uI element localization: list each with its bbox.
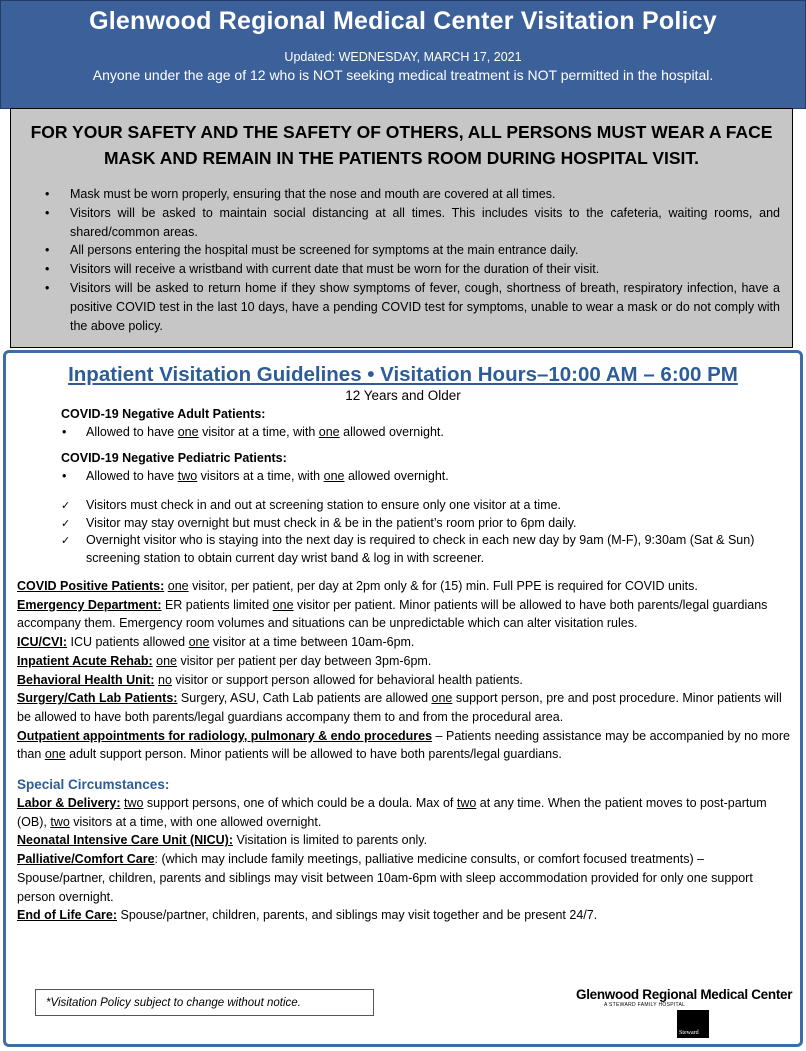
unit-rules [17, 577, 792, 764]
text: support person, pre and post procedure. Minor patients will be allowed to have both parents/legal guardians accompany them to and from the procedural area. [17, 691, 782, 724]
rule-label: Inpatient Acute Rehab: [17, 653, 153, 668]
age-notice: Anyone under the age of 12 who is NOT seeking medical treatment is NOT permitted in the hospital. [92, 67, 714, 83]
text: visitors at a time, with [197, 469, 324, 483]
text: : (which may include family meetings, palliative medicine consults, or comfort focused treatments) – Spouse/partner, children, parents and siblings may visit between 10am-6pm with sleep accommodation provided for only one support person overnight. [17, 852, 753, 904]
logo-tagline: A STEWARD FAMILY HOSPITAL [604, 1002, 686, 1008]
text: adult support person. Minor patients will be allowed to have both parents/legal guardians. [65, 747, 562, 762]
text: visitor at a time between 10am-6pm. [209, 635, 415, 650]
special-circumstances-heading: Special Circumstances: [17, 777, 170, 793]
emphasis: one [177, 425, 199, 439]
emphasis: one [318, 425, 340, 439]
text: allowed overnight. [339, 425, 444, 439]
page-title: Glenwood Regional Medical Center Visitation Policy [89, 7, 717, 35]
outpatient-rule [17, 727, 792, 764]
nicu-rule [17, 831, 792, 850]
emphasis: one [323, 469, 345, 483]
text: visitor, per patient, per day at 2pm only & for (15) min. Full PPE is required for COVID units. [188, 579, 698, 593]
rule-label: End of Life Care: [17, 908, 118, 923]
rule-label: Neonatal Intensive Care Unit (NICU): [17, 833, 234, 848]
surgery-rule [17, 689, 792, 726]
logo-name: Glenwood Regional Medical Center [576, 987, 793, 1002]
inpatient-subtitle: 12 Years and Older [345, 388, 461, 403]
emphasis: one [431, 691, 453, 706]
safety-bullet: • Mask must be worn properly, ensuring that the nose and mouth are covered at all times. [45, 185, 780, 204]
labor-delivery-rule [17, 794, 792, 831]
text: support persons, one of which could be a doula. Max of [143, 796, 457, 811]
checklist-item: ✓ Visitor may stay overnight but must check in & be in the patient’s room prior to 6pm daily. [61, 515, 800, 533]
text: visitor per patient per day between 3pm-6pm. [177, 653, 432, 668]
safety-bullet: • Visitors will be asked to return home if they show symptoms of fever, cough, shortness of breath, respiratory infection, have a positive COVID test in the last 10 days, have a pending COVID test for symptoms, unable to wear a mask or do not comply with the above policy. [45, 279, 780, 335]
covid-positive-rule [17, 577, 792, 596]
rule-label: Labor & Delivery: [17, 796, 121, 811]
header-banner [0, 0, 806, 109]
inpatient-title: Inpatient Visitation Guidelines • Visitation Hours–10:00 AM – 6:00 PM [68, 363, 738, 386]
text: at any time. When the patient moves to post-partum (OB), [17, 796, 767, 829]
safety-bullet: • All persons entering the hospital must be screened for symptoms at the main entrance daily. [45, 241, 780, 260]
pediatric-patients-bullet [61, 469, 800, 483]
safety-list [45, 185, 780, 335]
text: visitors at a time, with one allowed overnight. [69, 814, 322, 829]
steward-mark-label: Steward [679, 1030, 699, 1036]
rule-label: Surgery/Cath Lab Patients: [17, 691, 178, 706]
hospital-logo [576, 987, 792, 1037]
safety-bullet: • Visitors will receive a wristband with current date that must be worn for the duration of their visit. [45, 260, 780, 279]
rule-label: Emergency Department: [17, 597, 162, 612]
emphasis: two [124, 796, 144, 811]
icu-rule [17, 633, 792, 652]
adult-patients-title: COVID-19 Negative Adult Patients: [61, 407, 266, 421]
emergency-rule [17, 596, 792, 633]
text: visitor or support person allowed for behavioral health patients. [171, 672, 523, 687]
text: Allowed to have [86, 425, 178, 439]
policy-notice: *Visitation Policy subject to change without notice. [35, 989, 374, 1016]
palliative-rule [17, 850, 792, 906]
text: ER patients limited [161, 597, 273, 612]
emphasis: one [44, 747, 66, 762]
emphasis: one [167, 579, 189, 593]
checklist [61, 497, 800, 567]
rule-label: Outpatient appointments for radiology, pulmonary & endo procedures [17, 728, 433, 743]
emphasis: two [50, 814, 70, 829]
text: ICU patients allowed [67, 635, 189, 650]
inpatient-guidelines-box [3, 350, 803, 1047]
safety-heading: FOR YOUR SAFETY AND THE SAFETY OF OTHERS, ALL PERSONS MUST WEAR A FACE MASK AND REMAIN IN THE PATIENTS ROOM DURING HOSPITAL VISIT. [30, 122, 773, 168]
pediatric-patients-title: COVID-19 Negative Pediatric Patients: [61, 451, 287, 465]
checklist-item: ✓ Visitors must check in and out at screening station to ensure only one visitor at a time. [61, 497, 800, 515]
steward-mark-icon [677, 1010, 709, 1038]
rule-label: Behavioral Health Unit: [17, 672, 155, 687]
text: visitor at a time, with [198, 425, 319, 439]
checklist-item: ✓ Overnight visitor who is staying into the next day is required to check in each new day by 9am (M-F), 9:30am (Sat & Sun) screening station to obtain current day wrist band & log in with screener. [61, 532, 800, 567]
emphasis: two [456, 796, 477, 811]
behavioral-health-rule [17, 671, 792, 690]
text: Allowed to have [86, 469, 178, 483]
end-of-life-rule [17, 906, 792, 925]
text: allowed overnight. [344, 469, 449, 483]
adult-patients-bullet [61, 425, 800, 439]
text: Visitation is limited to parents only. [233, 833, 428, 848]
text: visitor per patient. Minor patients will be allowed to have both parents/legal guardians accompany them. Emergency room volumes and situations can be unpredictable which can alter visitation rules. [17, 597, 768, 631]
rule-label: Palliative/Comfort Care [17, 852, 155, 867]
text: – Patients needing assistance may be accompanied by no more than [17, 728, 790, 762]
pediatric-patients-group [61, 451, 800, 483]
safety-box [10, 108, 793, 348]
emphasis: one [272, 597, 294, 612]
adult-patients-group [61, 407, 800, 439]
rehab-rule [17, 652, 792, 671]
emphasis: no [158, 672, 172, 687]
emphasis: one [156, 653, 178, 668]
text: Surgery, ASU, Cath Lab patients are allowed [177, 691, 432, 706]
rule-label: ICU/CVI: [17, 635, 67, 650]
updated-date: Updated: WEDNESDAY, MARCH 17, 2021 [284, 50, 522, 64]
special-rules [17, 794, 792, 925]
emphasis: two [177, 469, 198, 483]
emphasis: one [188, 635, 210, 650]
rule-label: COVID Positive Patients: [17, 579, 165, 593]
text: Spouse/partner, children, parents, and siblings may visit together and be present 24/7. [117, 908, 598, 923]
safety-bullet: • Visitors will be asked to maintain social distancing at all times. This includes visits to the cafeteria, waiting rooms, and shared/common areas. [45, 204, 780, 242]
